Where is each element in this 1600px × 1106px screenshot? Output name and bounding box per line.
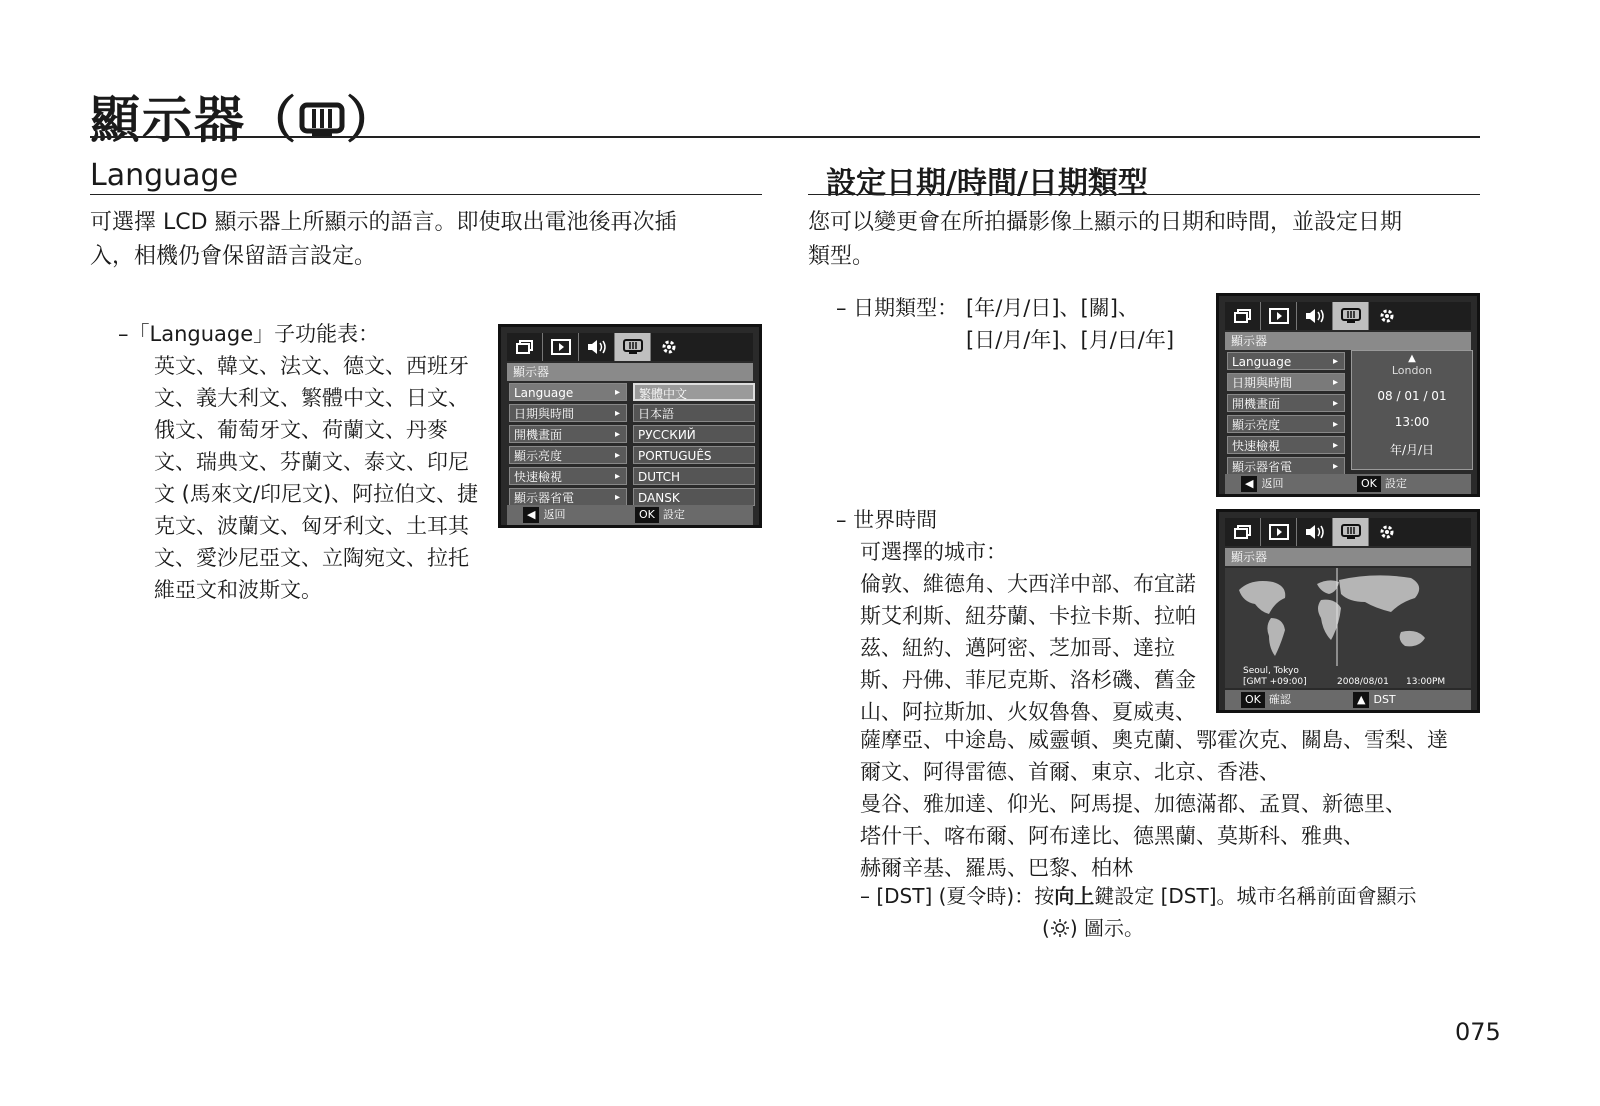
ok-key: OK: [635, 507, 659, 523]
cities-line: 斯艾利斯、紐芬蘭、卡拉卡斯、拉帕: [860, 604, 1196, 628]
dst-key: 向上: [1054, 884, 1095, 908]
option-item[interactable]: РУССКИЙ: [633, 425, 755, 443]
cities-wide: [860, 724, 1480, 884]
cities-line: 塔什干、喀布爾、阿布達比、德黑蘭、莫斯科、雅典、: [860, 824, 1364, 848]
language-list-line: 文 (馬來文/印尼文)、阿拉伯文、捷: [154, 482, 479, 506]
dst-line2-b: ) 圖示。: [1069, 916, 1144, 940]
menu-item-power-save[interactable]: 顯示器省電 ▸: [1227, 457, 1345, 475]
city-value[interactable]: London: [1391, 364, 1433, 377]
date-time-screen: [1216, 293, 1480, 497]
option-item[interactable]: 日本語: [633, 404, 755, 422]
camera-mode-icon[interactable]: [1225, 518, 1261, 546]
screen-footer: [1225, 690, 1471, 710]
left-arrow-icon: ◀: [1241, 476, 1257, 492]
menu-tabs: [1225, 302, 1471, 330]
left-arrow-icon: ◀: [523, 507, 539, 523]
language-rule: [90, 194, 762, 195]
date-type-values: [日/月/年]、[月/日/年]: [966, 328, 1175, 352]
language-options: [633, 383, 755, 509]
world-time-screen: [1216, 509, 1480, 713]
page-number: 075: [1455, 1018, 1501, 1046]
back-label: 返回: [1261, 477, 1284, 490]
title-rule: [90, 136, 1480, 138]
option-item[interactable]: DUTCH: [633, 467, 755, 485]
date-value[interactable]: 08 / 01 / 01: [1377, 389, 1447, 403]
datetime-rule: [808, 194, 1480, 195]
menu-tabs: [507, 333, 753, 361]
language-intro: [90, 206, 770, 274]
menu-item-power-save[interactable]: 顯示器省電 ▸: [509, 488, 627, 506]
cities-line: 斯、丹佛、菲尼克斯、洛杉磯、舊金: [860, 668, 1196, 692]
menu-item-startup-image[interactable]: 開機畫面 ▸: [1227, 394, 1345, 412]
cities-line: 山、阿拉斯加、火奴魯魯、夏威夷、: [860, 700, 1196, 724]
section-bar: 顯示器: [1225, 332, 1471, 350]
ok-label: 設定: [662, 508, 685, 521]
cities-line: 薩摩亞、中途島、威靈頓、奧克蘭、鄂霍次克、關島、雪梨、達: [860, 728, 1448, 752]
ok-control[interactable]: [635, 505, 685, 525]
menu-item-brightness[interactable]: 顯示亮度 ▸: [509, 446, 627, 464]
language-list: [118, 350, 498, 606]
language-submenu: [118, 318, 498, 606]
display-icon: [298, 95, 346, 153]
option-item[interactable]: PORTUGUÊS: [633, 446, 755, 464]
settings-menu: [509, 383, 627, 509]
settings-menu: [1227, 352, 1345, 478]
language-intro-line: 入，相機仍會保留語言設定。: [90, 244, 377, 269]
world-time-block: [836, 504, 1216, 728]
page-title-end: ）: [346, 91, 398, 149]
language-list-line: 文、瑞典文、芬蘭文、泰文、印尼: [154, 450, 469, 474]
language-list-line: 維亞文和波斯文。: [154, 578, 322, 602]
ok-control[interactable]: [1241, 690, 1291, 710]
section-bar: 顯示器: [507, 363, 753, 381]
dst-line: [860, 912, 1480, 947]
section-bar: 顯示器: [1225, 548, 1471, 566]
cities-line: 茲、紐約、邁阿密、芝加哥、達拉: [860, 636, 1175, 660]
playback-icon[interactable]: [543, 333, 579, 361]
language-list-line: 文、愛沙尼亞文、立陶宛文、拉托: [154, 546, 469, 570]
cities-line: 赫爾辛基、羅馬、巴黎、柏林: [860, 856, 1133, 880]
settings-gear-icon[interactable]: [651, 333, 687, 361]
gmt-offset: [GMT +09:00]: [1243, 677, 1307, 687]
language-list-line: 克文、波蘭文、匈牙利文、土耳其: [154, 514, 469, 538]
ok-label: 設定: [1384, 477, 1407, 490]
world-map: [1225, 568, 1471, 666]
back-label: 返回: [543, 508, 566, 521]
language-list-line: 俄文、葡萄牙文、荷蘭文、丹麥: [154, 418, 448, 442]
sound-icon[interactable]: [579, 333, 615, 361]
menu-tabs: [1225, 518, 1471, 546]
cities-line: 曼谷、雅加達、仰光、阿馬提、加德滿都、孟買、新德里、: [860, 792, 1406, 816]
up-arrow-icon[interactable]: ▲: [1408, 353, 1416, 364]
world-time-label: – 世界時間: [836, 508, 938, 532]
dst-control[interactable]: [1353, 690, 1396, 710]
date-format-value[interactable]: 年/月/日: [1389, 443, 1435, 457]
cities-line: 倫敦、維德角、大西洋中部、布宜諾: [860, 572, 1196, 596]
date-type-block: [836, 292, 1216, 356]
cities-label: 可選擇的城市：: [860, 540, 1007, 564]
display-icon[interactable]: [1333, 302, 1369, 330]
world-time-info: [1225, 666, 1471, 688]
sound-icon[interactable]: [1297, 518, 1333, 546]
sun-dst-icon: [1050, 915, 1070, 947]
menu-item-quick-view[interactable]: 快速檢視 ▸: [509, 467, 627, 485]
time-value[interactable]: 13:00: [1394, 415, 1430, 429]
language-screen: [498, 324, 762, 528]
date-type-values: [年/月/日]、[關]、: [966, 296, 1139, 320]
ok-label: 確認: [1268, 693, 1291, 706]
camera-mode-icon[interactable]: [507, 333, 543, 361]
display-icon[interactable]: [1333, 518, 1369, 546]
menu-item-date-time[interactable]: 日期與時間 ▸: [1227, 373, 1345, 391]
language-intro-line: 可選擇 LCD 顯示器上所顯示的語言。即使取出電池後再次插: [90, 210, 677, 235]
playback-icon[interactable]: [1261, 518, 1297, 546]
dst-note: [860, 880, 1480, 947]
settings-gear-icon[interactable]: [1369, 518, 1405, 546]
language-heading: Language: [90, 158, 239, 193]
datetime-intro-line: 類型。: [808, 244, 875, 269]
menu-item-brightness[interactable]: 顯示亮度 ▸: [1227, 415, 1345, 433]
datetime-intro: [808, 206, 1480, 274]
sound-icon[interactable]: [1297, 302, 1333, 330]
page-title: [90, 80, 398, 153]
option-item[interactable]: 繁體中文: [633, 383, 755, 401]
dst-label: DST: [1373, 693, 1396, 706]
dst-prefix: – [DST] (夏令時)：按: [860, 884, 1055, 908]
up-arrow-icon: ▲: [1353, 692, 1369, 708]
back-control[interactable]: [1241, 474, 1283, 494]
dst-line: [860, 880, 1480, 912]
option-item[interactable]: DANSK: [633, 488, 755, 506]
cities-narrow: [836, 536, 1216, 728]
date-type-label: – 日期類型：: [836, 296, 959, 320]
datetime-intro-line: 您可以變更會在所拍攝影像上顯示的日期和時間，並設定日期: [808, 210, 1403, 235]
dst-suffix: 鍵設定 [DST]。城市名稱前面會顯示: [1094, 884, 1417, 908]
ok-key: OK: [1241, 692, 1265, 708]
page-title-text: 顯示器（: [90, 91, 298, 149]
world-datetime: 2008/08/01 13:00PM: [1337, 677, 1446, 687]
settings-gear-icon[interactable]: [1369, 302, 1405, 330]
submenu-label: –「Language」子功能表：: [118, 322, 380, 346]
dst-line2-a: (: [1042, 916, 1050, 940]
date-time-panel: [1351, 350, 1473, 470]
screen-footer: [1225, 474, 1471, 494]
back-control[interactable]: [523, 505, 565, 525]
date-type-row: [836, 292, 1216, 324]
menu-item-language[interactable]: Language ▸: [509, 383, 627, 401]
language-list-line: 文、義大利文、繁體中文、日文、: [154, 386, 469, 410]
language-list-line: 英文、韓文、法文、德文、西班牙: [154, 354, 469, 378]
menu-item-date-time[interactable]: 日期與時間 ▸: [509, 404, 627, 422]
screen-footer: [507, 505, 753, 525]
menu-item-startup-image[interactable]: 開機畫面 ▸: [509, 425, 627, 443]
menu-item-quick-view[interactable]: 快速檢視 ▸: [1227, 436, 1345, 454]
ok-control[interactable]: [1357, 474, 1407, 494]
city-name: Seoul, Tokyo: [1243, 666, 1299, 676]
display-icon[interactable]: [615, 333, 651, 361]
world-map-icon: [1225, 568, 1471, 666]
cities-line: 爾文、阿得雷德、首爾、東京、北京、香港、: [860, 760, 1280, 784]
playback-icon[interactable]: [1261, 302, 1297, 330]
camera-mode-icon[interactable]: [1225, 302, 1261, 330]
ok-key: OK: [1357, 476, 1381, 492]
datetime-heading: 設定日期/時間/日期類型: [826, 166, 1148, 201]
menu-item-language[interactable]: Language ▸: [1227, 352, 1345, 370]
